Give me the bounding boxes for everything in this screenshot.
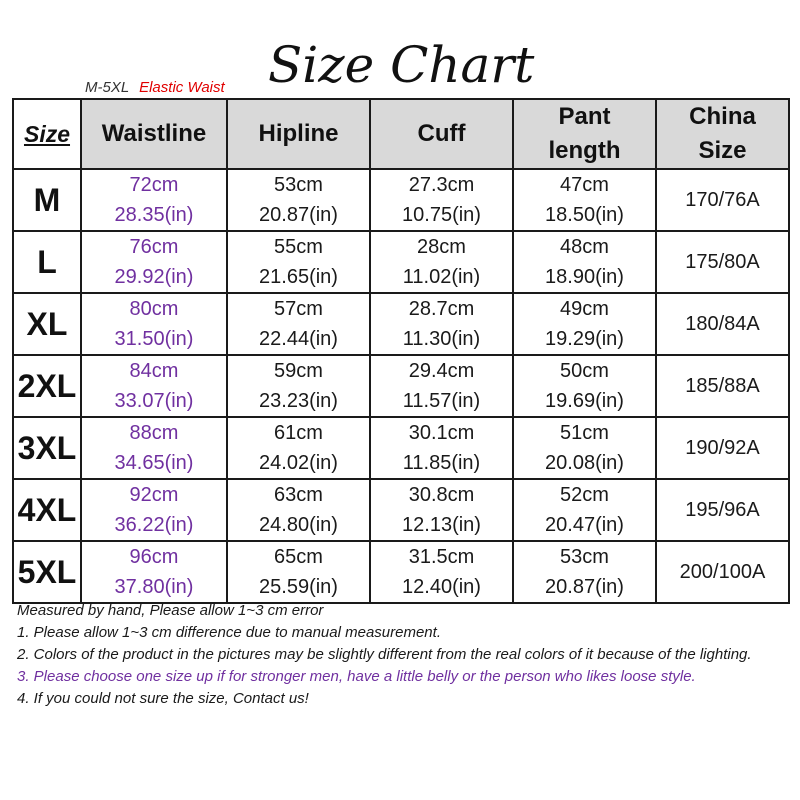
- pant-length-cell: 51cm 20.08(in): [513, 417, 656, 479]
- hipline-cell: 63cm 24.80(in): [227, 479, 370, 541]
- note-intro: Measured by hand, Please allow 1~3 cm error: [17, 602, 324, 619]
- cuff-cell: 27.3cm 10.75(in): [370, 169, 513, 231]
- table-row: [13, 479, 789, 541]
- china-size-cell: 185/88A: [656, 355, 789, 417]
- china-size-cell: 180/84A: [656, 293, 789, 355]
- table-row: [13, 417, 789, 479]
- pant-length-cell: 47cm 18.50(in): [513, 169, 656, 231]
- note-4: 4. If you could not sure the size, Contact us!: [17, 690, 309, 707]
- size-cell: L: [13, 231, 81, 293]
- notes: [17, 600, 787, 710]
- waistline-cell: 92cm 36.22(in): [81, 479, 227, 541]
- china-size-cell: 190/92A: [656, 417, 789, 479]
- waistline-cell: 88cm 34.65(in): [81, 417, 227, 479]
- hipline-cell: 65cm 25.59(in): [227, 541, 370, 603]
- note-1: 1. Please allow 1~3 cm difference due to manual measurement.: [17, 624, 441, 641]
- pant-length-cell: 49cm 19.29(in): [513, 293, 656, 355]
- cuff-cell: 28cm 11.02(in): [370, 231, 513, 293]
- hipline-cell: 59cm 23.23(in): [227, 355, 370, 417]
- header-hipline: Hipline: [227, 99, 370, 169]
- pant-length-cell: 52cm 20.47(in): [513, 479, 656, 541]
- hipline-cell: 57cm 22.44(in): [227, 293, 370, 355]
- cuff-cell: 29.4cm 11.57(in): [370, 355, 513, 417]
- pant-length-cell: 53cm 20.87(in): [513, 541, 656, 603]
- hipline-cell: 61cm 24.02(in): [227, 417, 370, 479]
- header-pant-length: Pant length: [513, 99, 656, 169]
- size-cell: XL: [13, 293, 81, 355]
- header-size: Size: [13, 99, 81, 169]
- china-size-cell: 195/96A: [656, 479, 789, 541]
- elastic-waist-label: Elastic Waist: [139, 79, 225, 96]
- waistline-cell: 96cm 37.80(in): [81, 541, 227, 603]
- table-row: [13, 169, 789, 231]
- china-size-cell: 170/76A: [656, 169, 789, 231]
- cuff-cell: 28.7cm 11.30(in): [370, 293, 513, 355]
- note-3: 3. Please choose one size up if for stronger men, have a little belly or the person who likes loose style.: [17, 668, 696, 685]
- waistline-cell: 76cm 29.92(in): [81, 231, 227, 293]
- china-size-cell: 175/80A: [656, 231, 789, 293]
- table-row: [13, 355, 789, 417]
- size-cell: M: [13, 169, 81, 231]
- header-waistline: Waistline: [81, 99, 227, 169]
- china-size-cell: 200/100A: [656, 541, 789, 603]
- size-range: M-5XL: [85, 79, 129, 96]
- cuff-cell: 31.5cm 12.40(in): [370, 541, 513, 603]
- subtitle: [85, 79, 225, 96]
- waistline-cell: 84cm 33.07(in): [81, 355, 227, 417]
- cuff-cell: 30.8cm 12.13(in): [370, 479, 513, 541]
- waistline-cell: 72cm 28.35(in): [81, 169, 227, 231]
- note-2: 2. Colors of the product in the pictures may be slightly different from the real colors of it because of the lighting.: [17, 646, 752, 663]
- page-title: Size Chart: [268, 36, 535, 94]
- cuff-cell: 30.1cm 11.85(in): [370, 417, 513, 479]
- size-cell: 5XL: [13, 541, 81, 603]
- table-row: [13, 293, 789, 355]
- header-cuff: Cuff: [370, 99, 513, 169]
- pant-length-cell: 50cm 19.69(in): [513, 355, 656, 417]
- hipline-cell: 53cm 20.87(in): [227, 169, 370, 231]
- pant-length-cell: 48cm 18.90(in): [513, 231, 656, 293]
- hipline-cell: 55cm 21.65(in): [227, 231, 370, 293]
- size-chart-table: [12, 98, 790, 604]
- header-china-size: China Size: [656, 99, 789, 169]
- table-row: [13, 541, 789, 603]
- size-cell: 3XL: [13, 417, 81, 479]
- table-header-row: [13, 99, 789, 169]
- waistline-cell: 80cm 31.50(in): [81, 293, 227, 355]
- table-row: [13, 231, 789, 293]
- size-cell: 4XL: [13, 479, 81, 541]
- size-cell: 2XL: [13, 355, 81, 417]
